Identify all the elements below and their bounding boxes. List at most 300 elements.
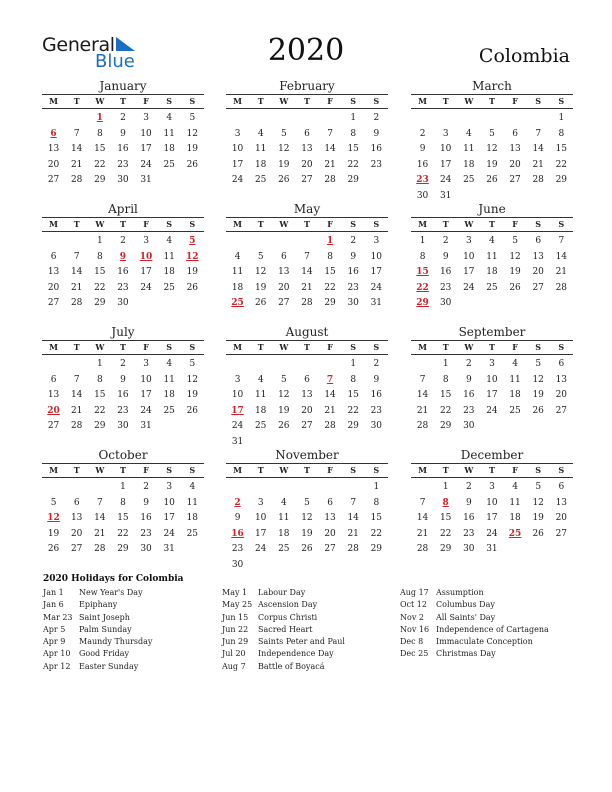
month-name: December [460, 448, 524, 462]
week-row [42, 265, 204, 281]
week-row [42, 480, 204, 496]
day-cell: 9 [442, 251, 449, 262]
holiday-column [222, 587, 402, 673]
day-cell: 3 [257, 497, 264, 508]
day-cell: 26 [186, 159, 199, 170]
day-cell: 2 [143, 482, 149, 492]
weekday-label: M [233, 342, 242, 352]
day-cell: 6 [558, 359, 565, 369]
day-cell: 5 [304, 497, 310, 508]
day-cell: 21 [94, 528, 106, 539]
holiday-day-cell: 9 [119, 251, 127, 262]
day-cell: 14 [532, 144, 544, 154]
day-cell: 4 [234, 251, 241, 262]
day-cell: 3 [465, 236, 472, 246]
empty-cell [181, 173, 204, 189]
day-cell: 28 [70, 421, 83, 431]
weekday-label: T [119, 219, 126, 229]
week-row [226, 496, 388, 512]
week-row [226, 127, 388, 143]
day-cell: 19 [186, 144, 199, 154]
weekday-label: W [464, 342, 474, 352]
week-row [42, 158, 204, 174]
day-cell: 27 [555, 528, 568, 539]
holiday-name: Good Friday [79, 649, 130, 659]
weekday-label: M [233, 96, 242, 106]
calendar-year: 2020 [267, 33, 345, 68]
day-cell: 6 [327, 497, 333, 508]
day-cell: 9 [143, 497, 149, 508]
day-cell: 8 [373, 497, 380, 508]
day-cell: 13 [301, 144, 313, 154]
weekday-label: T [442, 219, 449, 229]
empty-cell [527, 296, 550, 312]
weekday-label: T [488, 342, 495, 352]
weekday-label: F [512, 96, 518, 106]
day-cell: 25 [278, 544, 290, 554]
day-cell: 14 [94, 513, 106, 523]
day-cell: 30 [117, 421, 129, 431]
weekday-label: S [535, 96, 542, 106]
holiday-name: Independence Day [258, 649, 334, 659]
day-cell: 14 [301, 267, 313, 277]
week-row [226, 419, 388, 435]
day-cell: 14 [347, 513, 359, 523]
day-cell: 25 [254, 175, 267, 185]
day-cell: 20 [555, 390, 568, 400]
week-row [42, 250, 204, 266]
month-name: August [285, 325, 329, 339]
holiday-name: Battle of Boyacá [258, 661, 325, 671]
day-cell: 13 [555, 374, 568, 385]
empty-cell [295, 111, 318, 127]
day-cell: 16 [140, 513, 152, 523]
holiday-date: Mar 23 [43, 612, 73, 622]
week-row [411, 111, 573, 127]
day-cell: 7 [558, 236, 565, 246]
day-cell: 9 [120, 374, 126, 385]
empty-cell [158, 419, 181, 435]
day-cell: 15 [347, 144, 359, 154]
day-cell: 4 [189, 482, 196, 492]
day-cell: 23 [463, 528, 475, 539]
empty-cell [272, 111, 295, 127]
week-row [42, 296, 204, 312]
weekday-label: T [73, 465, 80, 475]
empty-cell [42, 111, 65, 127]
day-cell: 20 [509, 159, 521, 170]
holiday-day-cell: 5 [189, 236, 196, 246]
empty-cell [42, 357, 65, 373]
week-row [411, 281, 573, 297]
day-cell: 12 [186, 128, 199, 139]
weekday-label: T [119, 342, 126, 352]
weekday-label: T [73, 96, 80, 106]
weekday-header [411, 218, 573, 232]
holiday-entry [222, 612, 402, 624]
day-cell: 12 [278, 144, 290, 154]
day-cell: 18 [163, 267, 175, 277]
day-cell: 10 [163, 497, 175, 508]
weekday-label: S [558, 219, 565, 229]
day-cell: 13 [47, 390, 60, 400]
weekday-label: F [327, 465, 333, 475]
week-row [226, 250, 388, 266]
week-row [411, 357, 573, 373]
day-cell: 1 [442, 482, 449, 492]
day-cell: 10 [486, 497, 498, 508]
month-name: June [478, 202, 506, 216]
weekday-label: T [488, 465, 495, 475]
holiday-entry [222, 624, 402, 636]
holiday-entry [43, 612, 223, 624]
month-january [42, 78, 204, 189]
empty-cell [272, 480, 295, 496]
week-row [42, 404, 204, 420]
day-cell: 15 [94, 390, 106, 400]
holiday-day-cell: 7 [326, 374, 334, 385]
weekday-label: T [303, 219, 310, 229]
weekday-label: W [464, 219, 474, 229]
weekday-label: S [373, 219, 380, 229]
day-cell: 5 [189, 359, 196, 369]
holiday-date: Apr 12 [43, 661, 71, 671]
weekday-label: S [350, 219, 357, 229]
day-cell: 27 [47, 421, 60, 431]
day-cell: 5 [50, 497, 57, 508]
day-cell: 10 [140, 128, 152, 139]
day-cell: 31 [231, 436, 244, 447]
day-cell: 8 [558, 128, 565, 139]
holiday-day-cell: 17 [231, 405, 244, 416]
day-cell: 14 [555, 251, 568, 262]
month-name: July [111, 325, 135, 339]
weekday-header [411, 341, 573, 355]
day-cell: 13 [70, 513, 83, 523]
week-row [411, 127, 573, 143]
week-row [42, 111, 204, 127]
day-cell: 13 [324, 513, 336, 523]
holidays-title: 2020 Holidays for Colombia [43, 574, 184, 584]
holiday-date: Dec 25 [400, 649, 429, 659]
day-cell: 4 [465, 128, 472, 139]
month-name: November [275, 448, 339, 462]
weekday-label: S [166, 96, 173, 106]
day-cell: 21 [555, 267, 568, 277]
day-cell: 26 [186, 282, 199, 293]
day-cell: 30 [370, 421, 383, 431]
day-cell: 5 [257, 251, 264, 262]
week-row [226, 158, 388, 174]
day-cell: 10 [439, 144, 452, 154]
day-cell: 15 [94, 267, 106, 277]
weekday-label: W [279, 96, 289, 106]
day-cell: 17 [254, 528, 267, 539]
day-cell: 18 [463, 159, 475, 170]
empty-cell [411, 480, 434, 496]
day-cell: 23 [439, 282, 452, 293]
day-cell: 9 [350, 251, 357, 262]
day-cell: 4 [512, 482, 518, 492]
holiday-name: Saints Peter and Paul [258, 637, 345, 647]
empty-cell [319, 357, 342, 373]
holiday-day-cell: 29 [416, 298, 429, 308]
day-cell: 10 [140, 374, 152, 385]
day-cell: 11 [509, 374, 521, 385]
weekday-label: S [189, 465, 196, 475]
month-march [411, 78, 573, 204]
day-cell: 4 [512, 359, 518, 369]
empty-cell [365, 558, 388, 574]
holiday-date: Aug 17 [400, 588, 429, 597]
day-cell: 22 [94, 282, 106, 293]
day-cell: 25 [186, 528, 199, 539]
day-cell: 5 [535, 359, 542, 369]
day-cell: 27 [532, 282, 544, 293]
holiday-day-cell: 1 [96, 113, 103, 123]
holiday-name: Corpus Christi [258, 612, 318, 622]
day-cell: 24 [254, 544, 267, 554]
day-cell: 4 [257, 374, 264, 385]
day-cell: 15 [439, 513, 452, 523]
empty-cell [319, 480, 342, 496]
day-cell: 2 [442, 236, 449, 246]
day-cell: 24 [140, 405, 152, 416]
day-cell: 16 [463, 390, 475, 400]
week-row [42, 388, 204, 404]
empty-cell [342, 480, 365, 496]
day-cell: 26 [532, 405, 544, 416]
month-name: October [98, 448, 148, 462]
month-november [226, 447, 388, 573]
holiday-date: Apr 5 [43, 624, 66, 634]
day-cell: 3 [489, 359, 495, 369]
day-cell: 10 [370, 251, 383, 262]
holiday-date: Jun 29 [222, 637, 249, 647]
empty-cell [249, 480, 272, 496]
day-cell: 18 [163, 144, 175, 154]
empty-cell [504, 419, 527, 435]
day-cell: 27 [47, 175, 60, 185]
day-cell: 13 [509, 144, 521, 154]
day-cell: 8 [120, 497, 126, 508]
weekday-label: M [418, 96, 427, 106]
day-cell: 5 [535, 482, 542, 492]
day-cell: 19 [532, 513, 544, 523]
day-cell: 20 [47, 159, 60, 170]
holiday-day-cell: 12 [47, 513, 60, 523]
week-row [411, 296, 573, 312]
day-cell: 19 [278, 159, 290, 170]
weekday-label: T [442, 342, 449, 352]
day-cell: 6 [535, 236, 542, 246]
weekday-label: T [257, 342, 264, 352]
holiday-column [400, 587, 580, 661]
day-cell: 3 [373, 236, 380, 246]
day-cell: 18 [486, 267, 498, 277]
week-row [226, 388, 388, 404]
day-cell: 8 [96, 374, 103, 385]
day-cell: 18 [254, 405, 267, 416]
day-cell: 5 [512, 236, 518, 246]
weekday-label: W [464, 465, 474, 475]
day-cell: 31 [370, 298, 383, 308]
day-cell: 1 [96, 236, 103, 246]
day-cell: 26 [278, 421, 290, 431]
week-row [411, 142, 573, 158]
day-cell: 14 [70, 144, 83, 154]
day-cell: 27 [509, 175, 521, 185]
day-cell: 4 [166, 236, 173, 246]
day-cell: 21 [70, 282, 83, 293]
day-cell: 7 [73, 374, 80, 385]
day-cell: 19 [532, 390, 544, 400]
day-cell: 11 [254, 144, 267, 154]
holiday-entry [400, 612, 580, 624]
day-cell: 18 [186, 513, 199, 523]
day-cell: 30 [416, 190, 429, 201]
day-cell: 2 [465, 482, 472, 492]
month-december [411, 447, 573, 558]
holiday-name: Columbus Day [436, 600, 495, 610]
day-cell: 16 [463, 513, 475, 523]
day-cell: 30 [347, 298, 359, 308]
holiday-day-cell: 22 [416, 282, 429, 293]
day-cell: 7 [96, 497, 103, 508]
day-cell: 13 [301, 390, 313, 400]
weekday-label: T [303, 465, 310, 475]
day-cell: 22 [94, 159, 106, 170]
day-cell: 11 [463, 144, 475, 154]
weekday-label: M [49, 219, 58, 229]
holiday-entry [43, 599, 223, 611]
day-cell: 6 [73, 497, 80, 508]
day-cell: 18 [509, 390, 521, 400]
day-cell: 8 [350, 128, 357, 139]
day-cell: 7 [73, 251, 80, 262]
weekday-label: S [189, 96, 196, 106]
empty-cell [319, 558, 342, 574]
day-cell: 24 [370, 282, 383, 293]
day-cell: 7 [419, 497, 426, 508]
day-cell: 4 [166, 359, 173, 369]
week-row [42, 373, 204, 389]
empty-cell [365, 173, 388, 189]
holiday-date: Oct 12 [400, 600, 427, 610]
holiday-name: Independence of Cartagena [436, 624, 549, 634]
week-row [411, 173, 573, 189]
empty-cell [249, 357, 272, 373]
week-row [226, 281, 388, 297]
day-cell: 30 [463, 544, 475, 554]
day-cell: 10 [463, 251, 475, 262]
day-cell: 28 [70, 175, 83, 185]
day-cell: 28 [301, 298, 313, 308]
day-cell: 18 [163, 390, 175, 400]
day-cell: 21 [70, 405, 83, 416]
day-cell: 7 [304, 251, 310, 262]
day-cell: 7 [73, 128, 80, 139]
week-row [226, 234, 388, 250]
day-cell: 1 [558, 113, 565, 123]
week-row [42, 357, 204, 373]
week-row [411, 265, 573, 281]
weekday-label: S [373, 96, 380, 106]
week-row [42, 234, 204, 250]
day-cell: 6 [304, 128, 310, 139]
day-cell: 22 [439, 405, 452, 416]
weekday-label: F [327, 342, 333, 352]
day-cell: 11 [163, 251, 175, 262]
day-cell: 31 [439, 190, 452, 201]
month-september [411, 324, 573, 435]
weekday-label: M [418, 342, 427, 352]
day-cell: 7 [419, 374, 426, 385]
day-cell: 30 [117, 298, 129, 308]
holiday-name: Epiphany [79, 600, 118, 610]
day-cell: 24 [231, 175, 244, 185]
week-row [411, 419, 573, 435]
day-cell: 13 [47, 267, 60, 277]
week-row [226, 173, 388, 189]
day-cell: 8 [96, 128, 103, 139]
day-cell: 7 [327, 128, 333, 139]
day-cell: 15 [324, 267, 336, 277]
day-cell: 19 [301, 528, 313, 539]
month-june [411, 201, 573, 312]
day-cell: 2 [350, 236, 357, 246]
weekday-header [411, 464, 573, 478]
weekday-label: S [535, 342, 542, 352]
day-cell: 22 [347, 405, 359, 416]
weekday-label: S [189, 219, 196, 229]
day-cell: 8 [350, 374, 357, 385]
day-cell: 12 [486, 144, 498, 154]
weekday-label: W [95, 219, 105, 229]
empty-cell [272, 234, 295, 250]
day-cell: 22 [347, 159, 359, 170]
weekday-label: T [442, 465, 449, 475]
week-row [411, 388, 573, 404]
day-cell: 26 [47, 544, 60, 554]
week-row [411, 404, 573, 420]
day-cell: 6 [304, 374, 310, 385]
week-row [42, 496, 204, 512]
day-cell: 22 [324, 282, 336, 293]
holiday-day-cell: 8 [442, 497, 449, 508]
holiday-day-cell: 25 [231, 298, 244, 308]
weekday-label: T [303, 342, 310, 352]
day-cell: 1 [120, 482, 126, 492]
holiday-day-cell: 15 [416, 267, 429, 277]
holiday-day-cell: 2 [234, 497, 241, 508]
week-row [411, 542, 573, 558]
day-cell: 4 [280, 497, 287, 508]
week-row [411, 234, 573, 250]
day-cell: 11 [278, 513, 290, 523]
empty-cell [181, 296, 204, 312]
day-cell: 15 [439, 390, 452, 400]
day-cell: 29 [370, 544, 383, 554]
weekday-label: S [189, 342, 196, 352]
day-cell: 18 [509, 513, 521, 523]
day-cell: 1 [373, 482, 380, 492]
week-row [226, 265, 388, 281]
day-cell: 12 [301, 513, 313, 523]
day-cell: 24 [486, 405, 498, 416]
day-cell: 14 [70, 390, 83, 400]
day-cell: 23 [370, 159, 383, 170]
